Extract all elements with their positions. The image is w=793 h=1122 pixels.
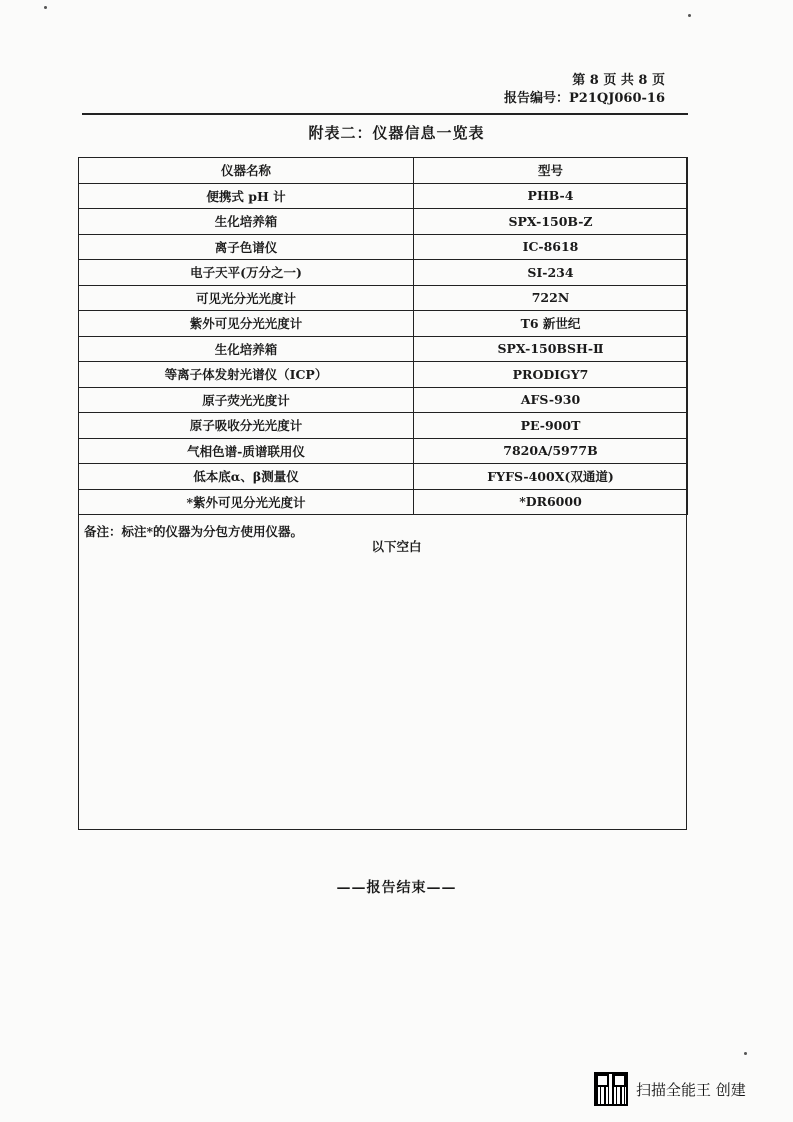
instrument-table	[78, 157, 688, 515]
table-row	[79, 209, 688, 235]
instrument-name: *紫外可见分光光度计	[79, 489, 414, 515]
instrument-name: 原子荧光光度计	[79, 387, 414, 413]
watermark-text: 扫描全能王 创建	[636, 1080, 746, 1099]
instrument-model: *DR6000	[414, 489, 688, 515]
table-row	[79, 311, 688, 337]
table-row	[79, 234, 688, 260]
table-row	[79, 336, 688, 362]
table-row	[79, 260, 688, 286]
instrument-name: 电子天平(万分之一)	[79, 260, 414, 286]
table-row	[79, 387, 688, 413]
instrument-model: PE-900T	[414, 413, 688, 439]
instrument-name: 便携式 pH 计	[79, 183, 414, 209]
instrument-name: 等离子体发射光谱仪（ICP）	[79, 362, 414, 388]
instrument-model: AFS-930	[414, 387, 688, 413]
scan-speck	[688, 14, 691, 17]
column-header-name: 仪器名称	[79, 158, 414, 184]
instrument-name: 低本底α、β测量仪	[79, 464, 414, 490]
scanner-watermark	[594, 1072, 746, 1106]
instrument-model: PRODIGY7	[414, 362, 688, 388]
table-row	[79, 183, 688, 209]
instrument-model: FYFS-400X(双通道)	[414, 464, 688, 490]
instrument-name: 气相色谱-质谱联用仪	[79, 438, 414, 464]
instrument-name: 离子色谱仪	[79, 234, 414, 260]
scan-speck	[44, 6, 47, 9]
table-row	[79, 413, 688, 439]
instrument-model: 722N	[414, 285, 688, 311]
qr-code-icon	[594, 1072, 628, 1106]
table-title: 附表二：仪器信息一览表	[308, 124, 485, 142]
instrument-name: 紫外可见分光光度计	[79, 311, 414, 337]
instrument-model: T6 新世纪	[414, 311, 688, 337]
instrument-model: PHB-4	[414, 183, 688, 209]
instrument-model: SPX-150B-Z	[414, 209, 688, 235]
table-row	[79, 464, 688, 490]
page-header	[504, 72, 665, 108]
page-info: 第 8 页 共 8 页	[572, 73, 665, 88]
instrument-name: 原子吸收分光光度计	[79, 413, 414, 439]
table-row	[79, 285, 688, 311]
table-row	[79, 438, 688, 464]
table-row	[79, 489, 688, 515]
instrument-name: 生化培养箱	[79, 336, 414, 362]
report-number: 报告编号：P21QJ060-16	[504, 91, 665, 106]
blank-below-marker: 以下空白	[371, 539, 422, 554]
table-header-row	[79, 158, 688, 184]
instrument-model: 7820A/5977B	[414, 438, 688, 464]
column-header-model: 型号	[414, 158, 688, 184]
scan-speck	[744, 1052, 747, 1055]
header-divider	[82, 113, 688, 115]
instrument-name: 可见光分光光度计	[79, 285, 414, 311]
report-end-marker: ——报告结束——	[336, 880, 457, 896]
instrument-model: SPX-150BSH-Ⅱ	[414, 336, 688, 362]
table-row	[79, 362, 688, 388]
instrument-name: 生化培养箱	[79, 209, 414, 235]
table-note: 备注：标注*的仪器为分包方使用仪器。	[84, 524, 304, 539]
instrument-model: SI-234	[414, 260, 688, 286]
instrument-model: IC-8618	[414, 234, 688, 260]
